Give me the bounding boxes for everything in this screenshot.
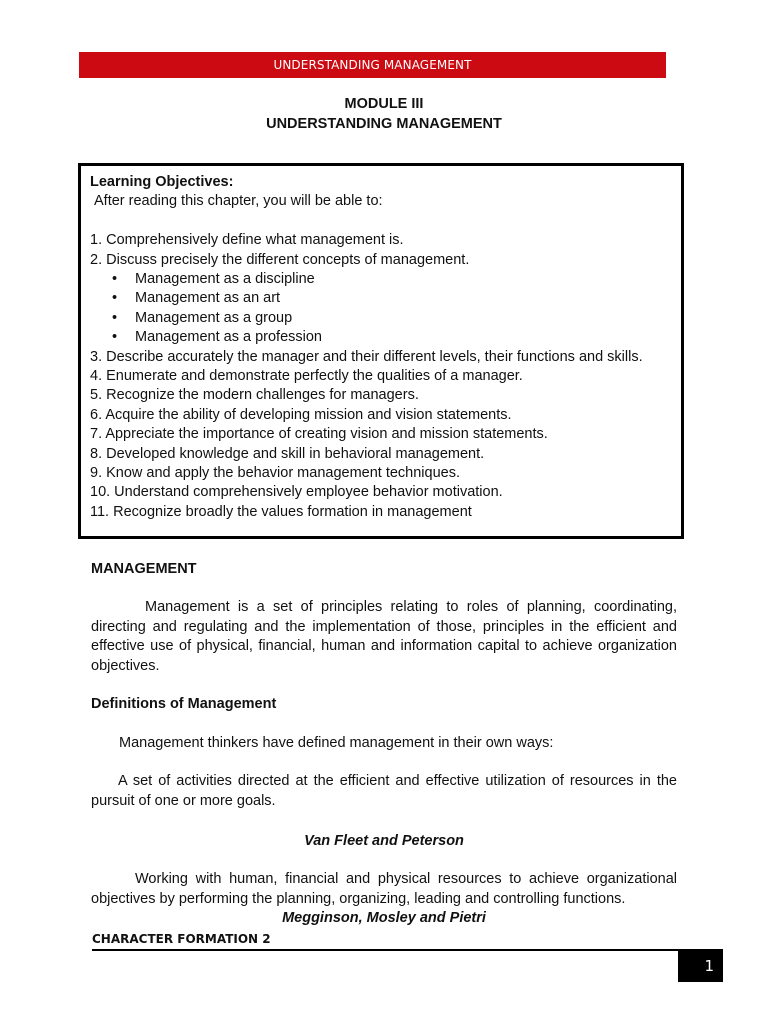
page-number: 1 xyxy=(678,950,723,982)
management-heading: MANAGEMENT xyxy=(91,561,197,577)
concept-bullet: • Management as a group xyxy=(90,309,643,328)
definition-author: Megginson, Mosley and Pietri xyxy=(282,910,486,926)
concept-bullet: • Management as an art xyxy=(90,289,643,308)
objective-item: 11. Recognize broadly the values formation in management xyxy=(90,503,472,520)
objective-item: 1. Comprehensively define what management is. xyxy=(90,232,404,249)
footer-label: CHARACTER FORMATION 2 xyxy=(92,932,271,946)
management-paragraph: Management is a set of principles relating to roles of planning, coordinating, directing and regulating and the implementation of those, principles in the efficient and effective use of physical, financial, human and information capital to achieve organization objectives. xyxy=(91,599,677,674)
objective-item: 9. Know and apply the behavior management techniques. xyxy=(90,465,460,482)
spacer xyxy=(90,212,643,231)
objective-item: 2. Discuss precisely the different concepts of management. xyxy=(90,251,470,268)
module-number: MODULE III xyxy=(344,96,424,112)
page-title xyxy=(0,94,768,134)
objective-item: 6. Acquire the ability of developing mission and vision statements. xyxy=(90,406,512,423)
objective-item: 3. Describe accurately the manager and their different levels, their functions and skills. xyxy=(90,348,643,365)
learning-objectives-box xyxy=(78,163,684,539)
objective-item: 8. Developed knowledge and skill in behavioral management. xyxy=(90,445,485,462)
definition-quote: A set of activities directed at the efficient and effective utilization of resources in the pursuit of one or more goals. xyxy=(91,773,677,809)
objective-item: 7. Appreciate the importance of creating vision and mission statements. xyxy=(90,426,548,443)
definitions-heading: Definitions of Management xyxy=(91,696,277,712)
definitions-intro: Management thinkers have defined management in their own ways: xyxy=(119,735,554,751)
concept-bullet: • Management as a profession xyxy=(90,328,643,347)
definition-author: Van Fleet and Peterson xyxy=(304,833,464,849)
objectives-heading: Learning Objectives: xyxy=(90,174,234,190)
footer-rule xyxy=(92,949,723,951)
running-header: UNDERSTANDING MANAGEMENT xyxy=(79,52,666,78)
objective-item: 10. Understand comprehensively employee behavior motivation. xyxy=(90,484,503,501)
objectives-content xyxy=(90,173,643,522)
module-subtitle: UNDERSTANDING MANAGEMENT xyxy=(266,116,502,132)
objectives-intro: After reading this chapter, you will be able to: xyxy=(94,193,383,210)
definition-quote: Working with human, financial and physical resources to achieve organizational objectives by performing the planning, organizing, leading and controlling functions. xyxy=(91,871,677,907)
objective-item: 4. Enumerate and demonstrate perfectly the qualities of a manager. xyxy=(90,368,523,385)
objective-item: 5. Recognize the modern challenges for managers. xyxy=(90,387,419,404)
concept-bullet: • Management as a discipline xyxy=(90,270,643,289)
